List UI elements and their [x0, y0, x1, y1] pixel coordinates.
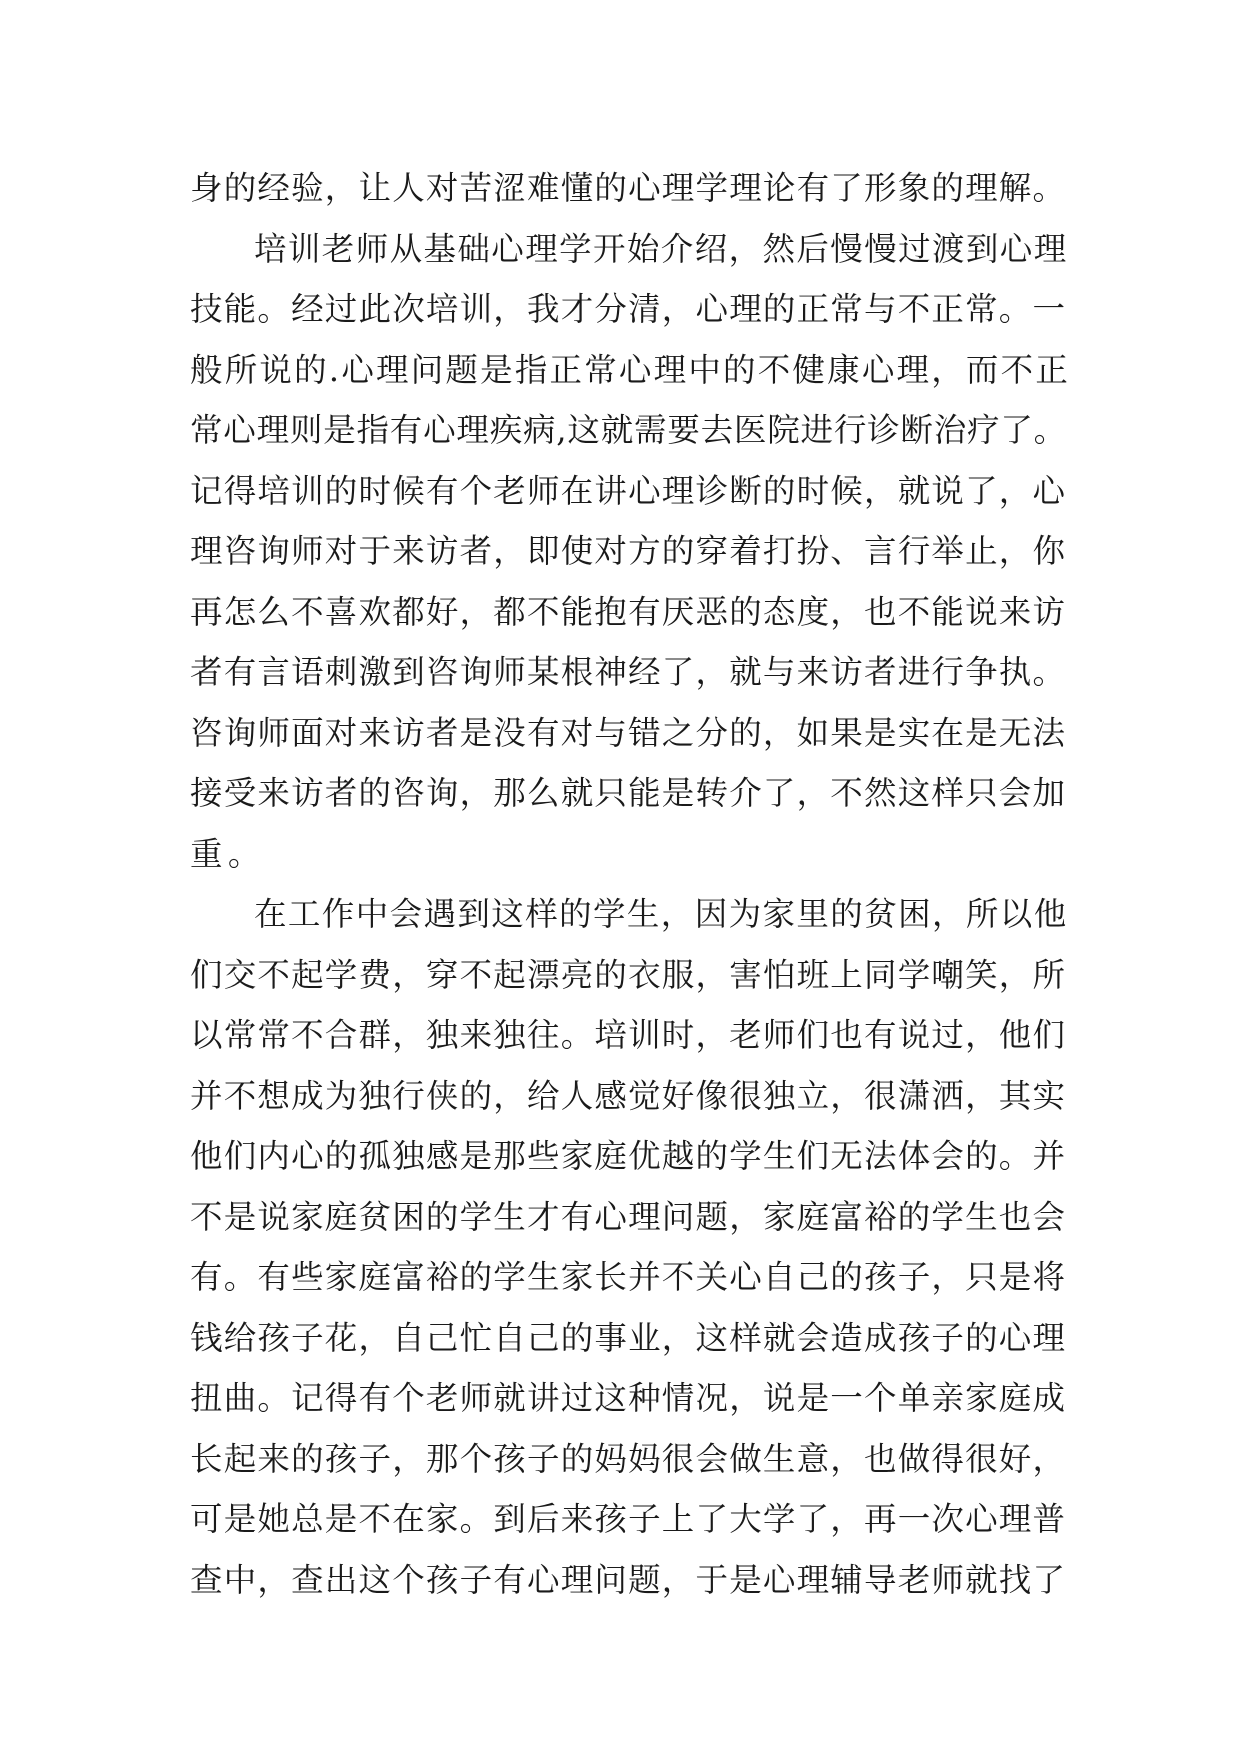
paragraph-start-line: 培训老师从基础心理学开始介绍，然后慢慢过渡到心理 [254, 229, 1068, 268]
text-line: 者有言语刺激到咨询师某根神经了，就与来访者进行争执。 [190, 653, 1067, 691]
text-line: 长起来的孩子，那个孩子的妈妈很会做生意，也做得很好， [190, 1439, 1067, 1478]
text-line: 身的经验，让人对苦涩难懂的心理学理论有了形象的理解。 [190, 169, 1067, 207]
text-line: 扭曲。记得有个老师就讲过这种情况，说是一个单亲家庭成 [190, 1379, 1067, 1417]
text-line: 他们内心的孤独感是那些家庭优越的学生们无法体会的。并 [190, 1137, 1067, 1175]
text-line: 理咨询师对于来访者，即使对方的穿着打扮、言行举止，你 [190, 532, 1067, 570]
text-line: 咨询师面对来访者是没有对与错之分的，如果是实在是无法 [190, 713, 1067, 752]
text-line: 技能。经过此次培训，我才分清，心理的正常与不正常。一 [190, 290, 1067, 328]
text-line: 常心理则是指有心理疾病,这就需要去医院进行诊断治疗了。 [190, 411, 1067, 449]
paragraph-start-line: 在工作中会遇到这样的学生，因为家里的贫困，所以他 [254, 895, 1068, 933]
text-line: 重。 [190, 834, 266, 873]
text-line: 查中，查出这个孩子有心理问题，于是心理辅导老师就找了 [190, 1560, 1067, 1599]
text-line: 般所说的.心理问题是指正常心理中的不健康心理，而不正 [190, 350, 1071, 389]
text-line: 记得培训的时候有个老师在讲心理诊断的时候，就说了，心 [190, 471, 1067, 510]
text-line: 以常常不合群，独来独往。培训时，老师们也有说过，他们 [190, 1016, 1067, 1054]
text-line: 不是说家庭贫困的学生才有心理问题，家庭富裕的学生也会 [190, 1197, 1067, 1236]
body-text [190, 158, 1070, 1610]
text-line: 并不想成为独行侠的，给人感觉好像很独立，很潇洒，其实 [190, 1076, 1067, 1115]
text-line: 们交不起学费，穿不起漂亮的衣服，害怕班上同学嘲笑，所 [190, 955, 1067, 994]
text-line: 钱给孩子花，自己忙自己的事业，这样就会造成孩子的心理 [190, 1318, 1067, 1357]
text-line: 有。有些家庭富裕的学生家长并不关心自己的孩子，只是将 [190, 1258, 1067, 1296]
text-line: 接受来访者的咨询，那么就只能是转介了，不然这样只会加 [190, 774, 1067, 812]
text-line: 再怎么不喜欢都好，都不能抱有厌恶的态度，也不能说来访 [190, 592, 1067, 631]
text-line: 可是她总是不在家。到后来孩子上了大学了，再一次心理普 [190, 1500, 1067, 1538]
